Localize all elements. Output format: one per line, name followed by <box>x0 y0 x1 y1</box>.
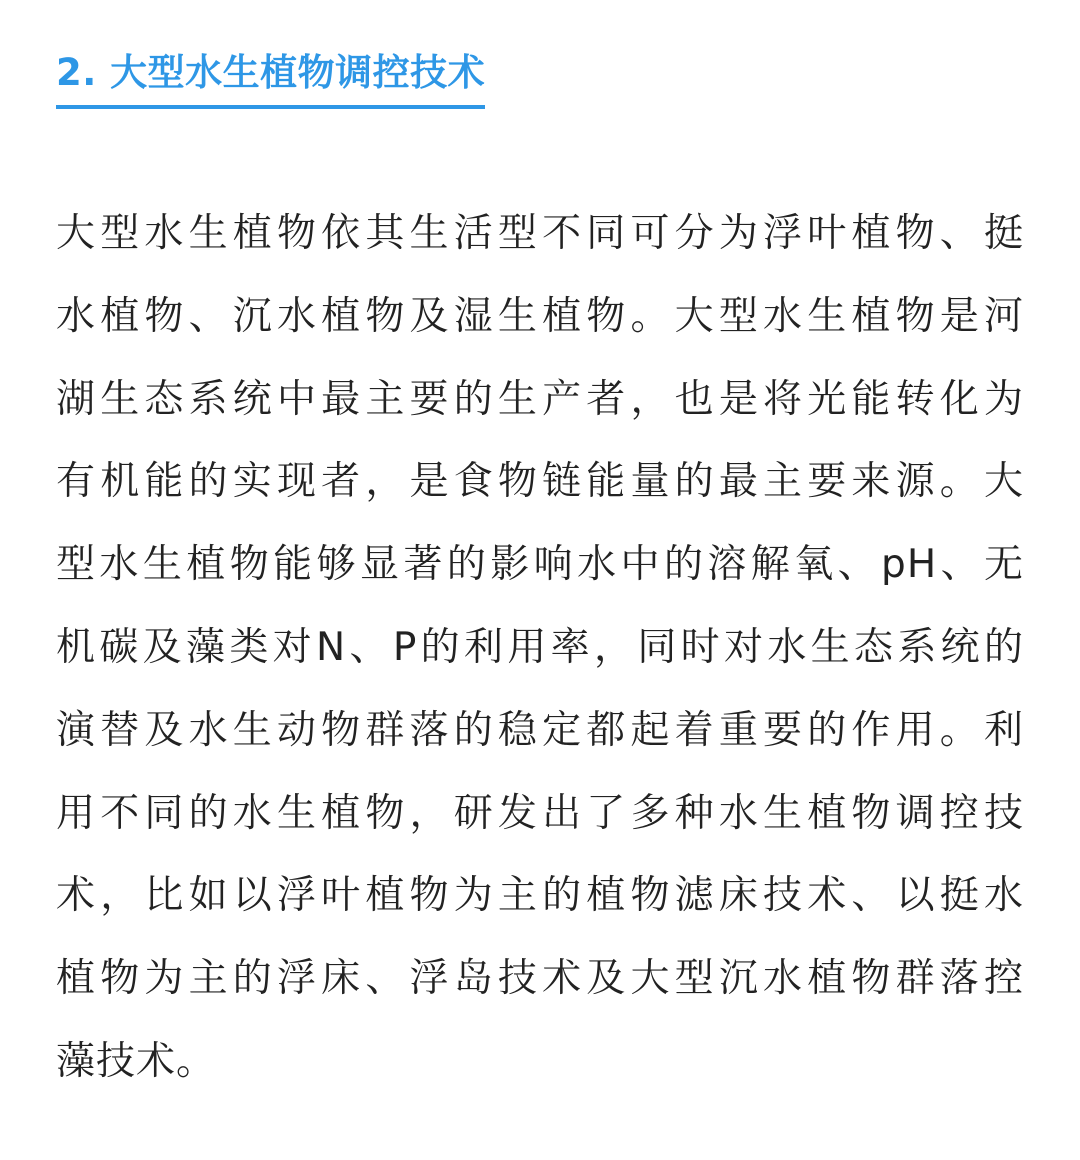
body-paragraph <box>56 193 1024 1104</box>
paragraph-line: 水植物、沉水植物及湿生植物。大型水生植物是河 <box>56 293 1024 339</box>
paragraph-line: 藻技术。 <box>56 1038 217 1084</box>
paragraph-line: 演替及水生动物群落的稳定都起着重要的作用。利 <box>56 707 1024 753</box>
paragraph-line: 型水生植物能够显著的影响水中的溶解氧、pH、无 <box>56 542 1024 588</box>
paragraph-line: 湖生态系统中最主要的生产者，也是将光能转化为 <box>56 376 1024 422</box>
paragraph-line: 植物为主的浮床、浮岛技术及大型沉水植物群落控 <box>56 956 1024 1002</box>
paragraph-line: 大型水生植物依其生活型不同可分为浮叶植物、挺 <box>56 211 1024 256</box>
paragraph-line: 术，比如以浮叶植物为主的植物滤床技术、以挺水 <box>56 873 1024 919</box>
paragraph-line: 有机能的实现者，是食物链能量的最主要来源。大 <box>56 459 1024 505</box>
paragraph-line: 机碳及藻类对N、P的利用率，同时对水生态系统的 <box>56 624 1024 670</box>
section-heading: 2. 大型水生植物调控技术 <box>56 50 485 109</box>
paragraph-line: 用不同的水生植物，研发出了多种水生植物调控技 <box>56 790 1024 836</box>
